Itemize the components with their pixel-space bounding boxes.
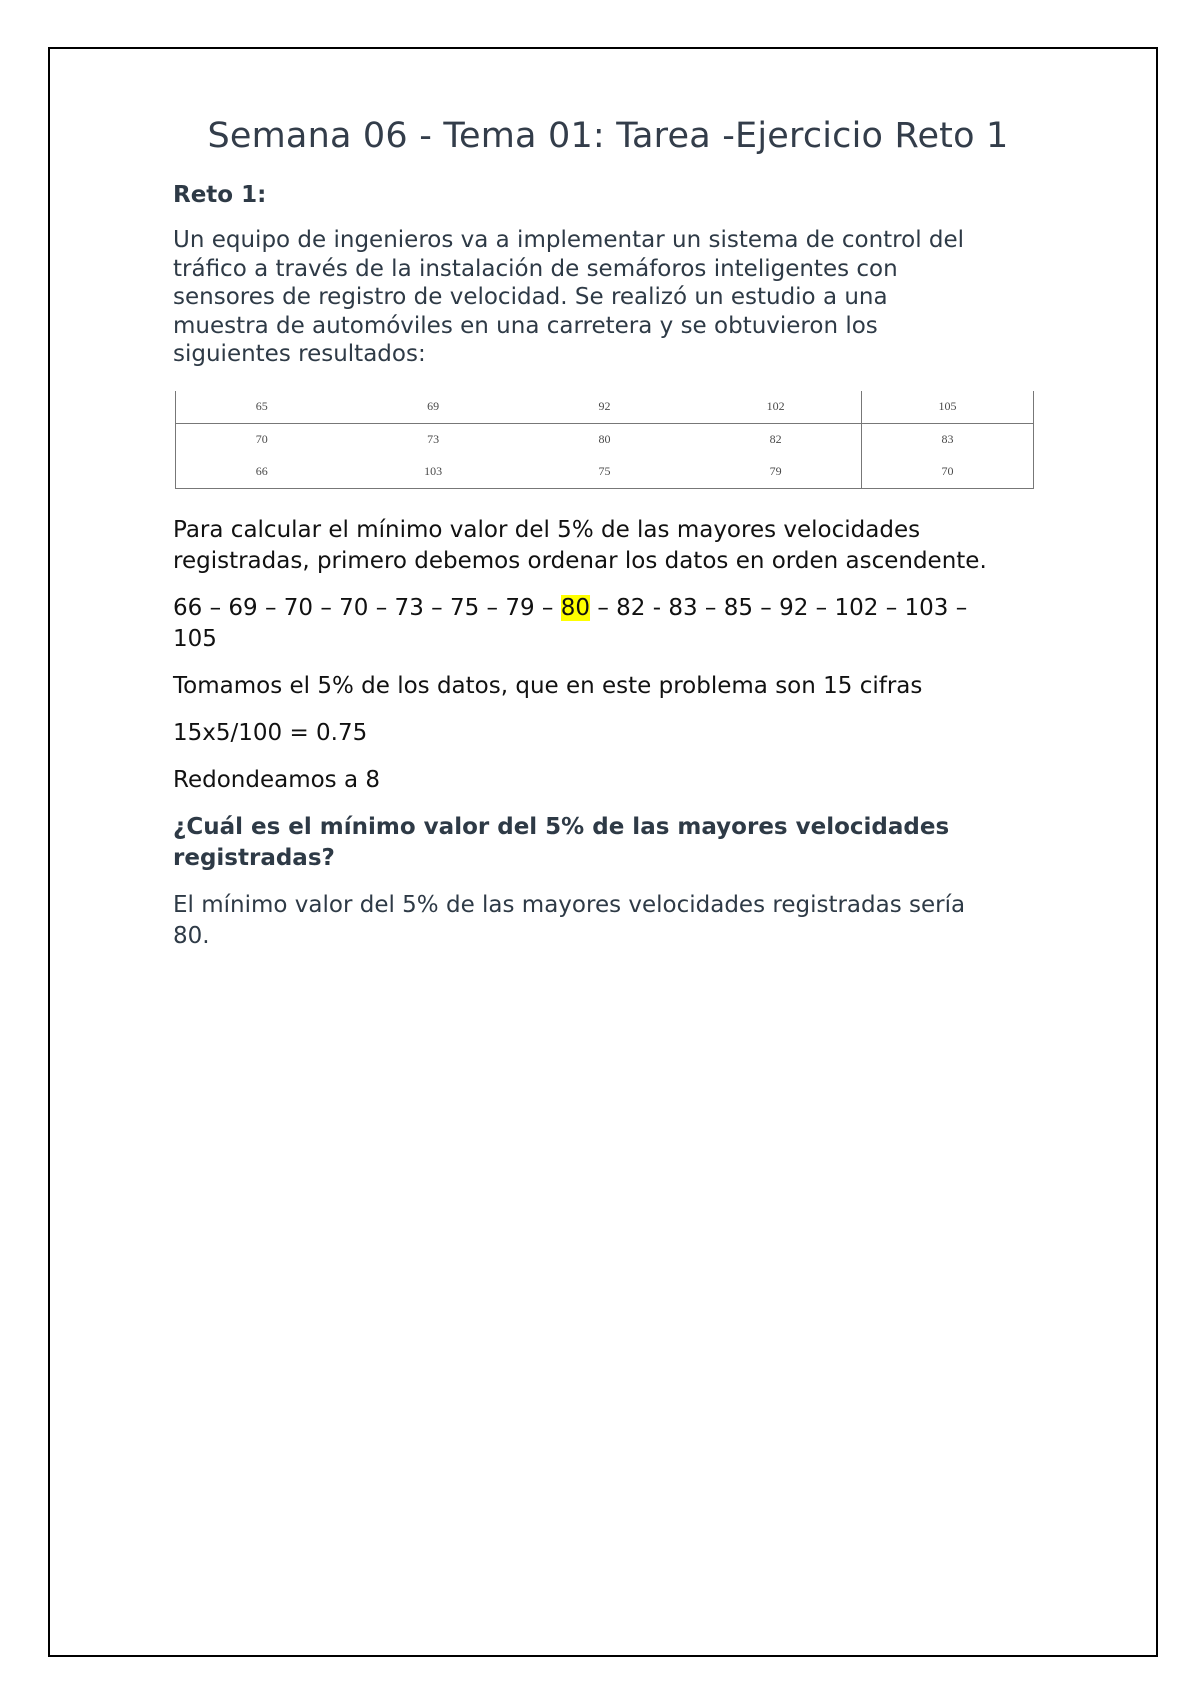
explanation-paragraph xyxy=(173,515,1043,577)
question xyxy=(173,812,1043,874)
document-title: Semana 06 - Tema 01: Tarea -Ejercicio Reto 1 xyxy=(207,116,1009,156)
table-cell: 73 xyxy=(427,432,440,446)
table-row xyxy=(176,423,1033,456)
intro-paragraph xyxy=(173,226,1043,369)
answer-line: 80. xyxy=(173,922,210,949)
answer-line: El mínimo valor del 5% de las mayores velocidades registradas sería xyxy=(173,891,966,918)
sorted-after: – 82 - 83 – 85 – 92 – 102 – 103 – xyxy=(590,594,968,621)
intro-line: siguientes resultados: xyxy=(173,341,426,367)
table-cell: 83 xyxy=(941,432,954,446)
explanation-line: registradas, primero debemos ordenar los datos en orden ascendente. xyxy=(173,547,987,574)
calculation-line: 15x5/100 = 0.75 xyxy=(173,719,368,746)
table-cell: 70 xyxy=(255,432,268,446)
sorted-line-2: 105 xyxy=(173,625,217,652)
table-cell: 65 xyxy=(176,391,347,424)
table-cell: 82 xyxy=(690,423,861,456)
intro-line: sensores de registro de velocidad. Se realizó un estudio a una xyxy=(173,284,888,310)
table-row xyxy=(176,391,1033,424)
sorted-before: 66 – 69 – 70 – 70 – 73 – 75 – 79 – xyxy=(173,594,561,621)
table-cell: 70 xyxy=(941,464,954,478)
highlighted-value: 80 xyxy=(560,594,591,621)
table-cell: 69 xyxy=(347,391,518,424)
speed-data-table xyxy=(175,391,1034,489)
question-line: ¿Cuál es el mínimo valor del 5% de las mayores velocidades xyxy=(173,813,950,840)
table-row xyxy=(176,456,1033,488)
table-cell: 80 xyxy=(598,432,611,446)
intro-line: Un equipo de ingenieros va a implementar un sistema de control del xyxy=(173,227,965,253)
challenge-heading: Reto 1: xyxy=(173,182,267,208)
table-cell: 103 xyxy=(424,464,443,478)
intro-line: muestra de automóviles en una carretera y se obtuvieron los xyxy=(173,312,878,339)
answer xyxy=(173,890,1043,952)
percent-line: Tomamos el 5% de los datos, que en este problema son 15 cifras xyxy=(173,672,923,699)
sorted-data xyxy=(173,593,1043,655)
table-cell: 75 xyxy=(598,464,611,478)
table-cell: 79 xyxy=(690,456,861,488)
question-line: registradas? xyxy=(173,844,335,871)
table-cell: 66 xyxy=(255,464,268,478)
sorted-line xyxy=(173,593,1043,624)
intro-line: tráfico a través de la instalación de semáforos inteligentes con xyxy=(173,255,898,282)
rounding-line: Redondeamos a 8 xyxy=(173,766,380,793)
table-cell: 102 xyxy=(690,391,861,424)
explanation-line: Para calcular el mínimo valor del 5% de las mayores velocidades xyxy=(173,516,921,543)
document-body xyxy=(173,110,1043,952)
table-cell: 92 xyxy=(519,391,690,424)
table-cell: 105 xyxy=(862,391,1033,424)
